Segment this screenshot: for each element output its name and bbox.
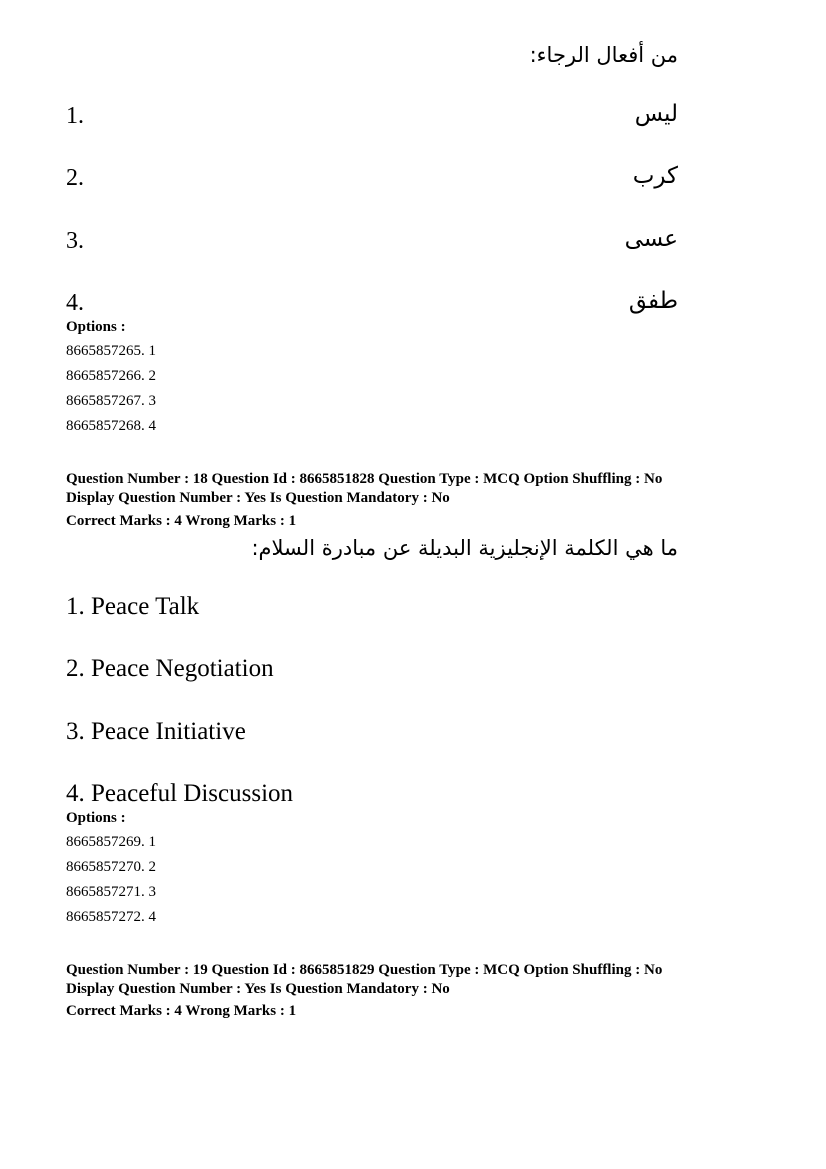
q18-header-line-2: Display Question Number : Yes Is Question Mandatory : No: [66, 490, 450, 506]
q17-option-number-2: 2.: [66, 165, 84, 191]
q18-option-4: 4. Peaceful Discussion: [66, 780, 294, 807]
q17-arabic-option-3: عسى: [624, 226, 678, 252]
q19-header-line-1: Question Number : 19 Question Id : 8665851829 Question Type : MCQ Option Shuffling : No: [66, 962, 663, 978]
q17-option-id-1: 8665857265. 1: [66, 343, 156, 359]
q18-option-id-2: 8665857270. 2: [66, 859, 156, 875]
q18-header-line-1: Question Number : 18 Question Id : 8665851828 Question Type : MCQ Option Shuffling : No: [66, 471, 663, 487]
q18-options-label: Options :: [66, 810, 126, 826]
question-17-text: من أفعال الرجاء:: [529, 43, 678, 67]
q18-option-id-1: 8665857269. 1: [66, 834, 156, 850]
q17-arabic-option-2: كرب: [632, 163, 678, 189]
q17-option-number-1: 1.: [66, 103, 84, 129]
q17-option-number-4: 4.: [66, 290, 84, 316]
q18-option-id-4: 8665857272. 4: [66, 909, 156, 925]
q17-option-id-4: 8665857268. 4: [66, 418, 156, 434]
q19-header-line-2: Display Question Number : Yes Is Question Mandatory : No: [66, 981, 450, 997]
q18-option-2: 2. Peace Negotiation: [66, 655, 274, 682]
q17-arabic-option-4: طفق: [628, 288, 678, 314]
q19-marks: Correct Marks : 4 Wrong Marks : 1: [66, 1003, 297, 1019]
question-18-text: ما هي الكلمة الإنجليزية البديلة عن مبادرة السلام:: [251, 536, 678, 560]
q17-option-number-3: 3.: [66, 228, 84, 254]
q17-arabic-option-1: ليس: [634, 101, 678, 127]
q18-option-3: 3. Peace Initiative: [66, 718, 246, 745]
q18-marks: Correct Marks : 4 Wrong Marks : 1: [66, 513, 297, 529]
q17-option-id-2: 8665857266. 2: [66, 368, 156, 384]
q17-option-id-3: 8665857267. 3: [66, 393, 156, 409]
q18-option-1: 1. Peace Talk: [66, 593, 200, 620]
q17-options-label: Options :: [66, 319, 126, 335]
q18-option-id-3: 8665857271. 3: [66, 884, 156, 900]
